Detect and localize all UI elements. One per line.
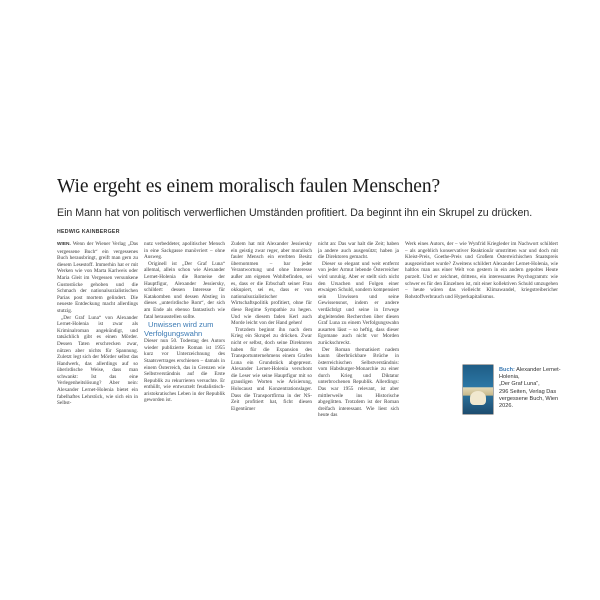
- paragraph: nutz verbeddeter, apolitischer Mensch in eine Sackgasse manövriert – ohne Ausweg.: [144, 241, 225, 261]
- text-column-1: [57, 241, 138, 541]
- paragraph: Dieser so elegant und weit entfernt von jeder Armut lebende Österreicher wird unruhig. Aber er stellt sich nicht den Ursachen und Folgen einer etwaigen Schuld, sondern kompensiert sein Unwissen und seine Gewissensnot, indem er andere verdächtigt und seine in Irrwege abgleitenden Recherchen über diesen Graf Luna zu einem Verfolgungswahn ausarten lässt – so heftig, dass dieser Egomane auch nicht vor Morden zurückschreckt.: [318, 260, 399, 346]
- paragraph-text: Wenn der Wiener Verlag „Das vergessene Buch“ ein vergessenes Buch herausbringt, greift man gern zu diesem Lesestoff. Immerhin hat er mit Werken wie von Marta Karlweis oder Maria Gleit im Vergessen versunkene Gustostücke gehoben und die Schmach der nationalsozialistischen Parias post mortem gelindert. Die neueste Entdeckung macht allerdings stutzig.: [57, 241, 138, 314]
- article-headline: Wie ergeht es einem moralisch faulen Menschen?: [57, 176, 441, 197]
- cover-illustration: [470, 391, 486, 405]
- book-details: [499, 367, 563, 410]
- article-byline: HEDWIG KAINBERGER: [57, 229, 120, 235]
- book-label: Buch:: [499, 367, 515, 373]
- paragraph: [57, 241, 138, 315]
- paragraph: „Der Graf Luna“ von Alexander Lernet-Holenia ist zwar als Kriminalroman angekündigt, und tatsächlich gibt es einen Mörder. Dessen Taten erschrecken zwar, nützen aber nichts für Spannung. Zuletzt legt sich der Mörder selbst das Handwerk, das allerdings auf so überirdische Weise, dass man schwankt: Ist das eine Verlegenheitslösung? Aber nein: Alexander Lernet-Holenia bietet ein fabelhaftes Lehrstück, wie sich ein in Selbst-: [57, 314, 138, 407]
- section-subhead: Unwissen wird zum Verfolgungswahn: [144, 320, 214, 339]
- book-details-text: 296 Seiten, Verlag Das vergessene Buch, Wien 2026.: [499, 388, 559, 410]
- text-column-5: [405, 241, 558, 359]
- paragraph: Dieser nun 50. Todestag des Autors wieder publizierte Roman ist 1955 kurz vor Unterzeichnung des Staatsvertrages erschienen – damals in einem Österreich, das in Grenzen wie Selbstverständnis auf die Erste Republik zu rekurrieren versuchte. Er enthüllt, wie entwurzelt feudalistisch-aristokratisches Leben in der Republik geworden ist.: [144, 338, 225, 404]
- book-cover-image: [463, 365, 493, 414]
- paragraph: nicht an: Das war halt die Zeit; haben ja andere auch ausgenützt; haben ja die Direktoren gemacht.: [318, 241, 399, 261]
- article-subheadline: Ein Mann hat von politisch verwerflichen Umständen profitiert. Da beginnt ihn ein Skrupel zu drücken.: [57, 207, 533, 219]
- dateline: WIEN.: [57, 242, 71, 247]
- paragraph: Der Roman thematisiert nadem kaum überbrückbare Brüche in österreichischen Selbstverständnis: vom Habsburger-Monarchie zu einer durch Krieg und Diktatur unterbrochenen Republik. Allerdings: Das war 1955 relevant, ist aber mittlerweile ins Historische abgeglitten. Trotzdem ist der Roman dreifach interessant. Wie liest sich heute das: [318, 346, 399, 419]
- text-column-3: [231, 241, 312, 541]
- book-title: „Der Graf Luna“,: [499, 381, 540, 388]
- book-author: Alexander Lernet-Holenia,: [499, 367, 561, 381]
- paragraph: Werk eines Autors, der – wie Wynfrid Kriegleder im Nachwort schildert – als angeblich konservativer Reaktionär umstritten war und doch mit Kleist-Preis, Goethe-Preis und Großem Österreichischen Staatspreis ausgezeichnet wurde? Zweitens schildert Alexander Lernet-Holenia, wie haltlos man aus einer Welt von gestern in ein andern gepoltes Heute purzelt. Und er zeichnet, drittens, ein interessantes Psychogramm: wie schwer es für den Einzelnen ist, mit einer kollektiven Schuld umzugehen – heute wären das vielleicht Klimawandel, kriegstreibericher Rohstoffverbrauch und Hyperkapitalismus.: [405, 241, 558, 300]
- paragraph: Originell ist „Der Graf Luna“ allemal, allein schon wie Alexander Lernet-Holenia die Romeise der Hauptfigur, Alexander Jessiersky, schildert: dessen Interesse für Katakomben und dessen Abstieg in dieses „unterirdische Rom“, der sich am Ende als ebenso fantastisch wie fatal herausstellen sollte.: [144, 260, 225, 320]
- book-info-box: [405, 365, 561, 420]
- text-column-2: [144, 241, 225, 541]
- text-column-4: [318, 241, 399, 541]
- paragraph: Trotzdem beginnt ihn nach dem Krieg ein Skrupel zu drücken. Zwar nicht er selbst, doch seine Direktoren haben für die Expansion des Transportunternehmens einem Grafen Luna ein Grundstück abgepresst. Alexander Lernet-Holenia verschont die Leser wie seine Hauptfigur mit so grausligen Worten wie Arisierung, Holocaust und Konzentrationslager. Dass die Transportfirma in der NS-Zeit profitiert hat, ficht diesen Eigentümer: [231, 326, 312, 412]
- paragraph: Zudem hat mit Alexander Jessiersky ein geistig zwar reger, aber moralisch fauler Mensch ein ererbten Besitz übernommen – bar jeder Verantwortung und ohne Interesse außer am eigenen Wohlbefinden, sei es, dass er die Erbschaft seiner Frau okkupiert, sei es, dass er von nationalsozialistischer Wirtschaftspolitik profitiert, ohne für diese Regime Sympathie zu hegen. Und wie diesem faden Kerl auch Morde leicht von der Hand gehen!: [231, 241, 312, 327]
